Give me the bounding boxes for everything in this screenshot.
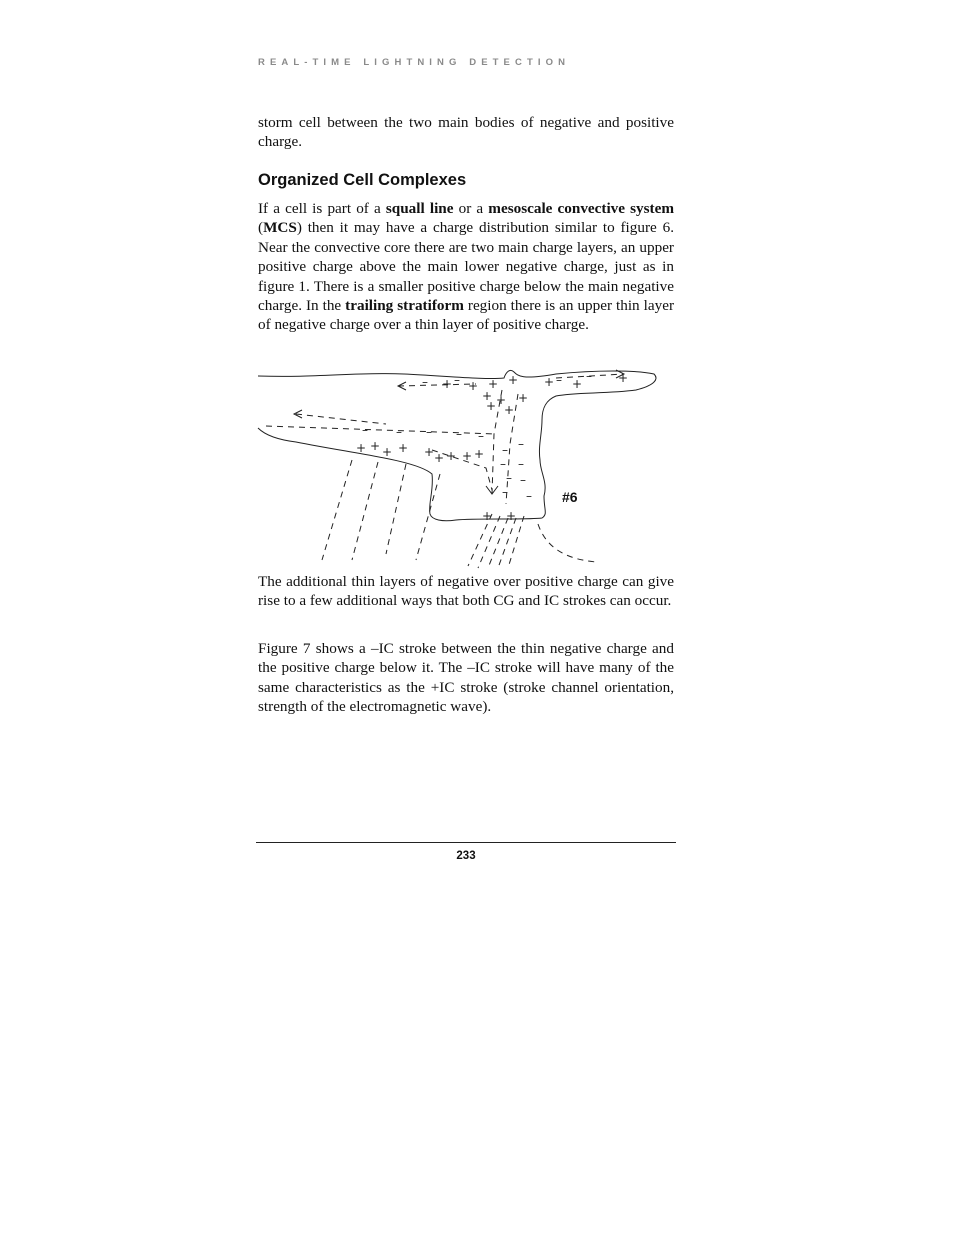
negative-charge: –	[456, 427, 462, 441]
flow-line	[296, 414, 386, 424]
term-mesoscale-convective-system: mesoscale convective system	[488, 200, 675, 217]
term-mcs: MCS	[263, 219, 297, 237]
negative-charge: –	[506, 471, 512, 485]
figure-label: #6	[562, 489, 578, 505]
negative-charge: –	[518, 437, 524, 451]
negative-charge: –	[502, 485, 508, 499]
positive-charge: +	[356, 441, 367, 455]
paragraph-organized-cells	[258, 199, 674, 335]
positive-charge: +	[468, 379, 479, 393]
paragraph-figure-7: Figure 7 shows a –IC stroke between the thin negative charge and the positive charge below it. The –IC stroke will have many of the same characteristics as the +IC stroke (stroke channel orientation, strength of the electromagnetic wave).	[258, 640, 674, 716]
positive-charge: +	[424, 445, 435, 459]
positive-charge: +	[618, 371, 629, 385]
anvil-outline	[258, 370, 656, 520]
rain-streak	[508, 516, 524, 568]
footer-rule	[256, 842, 676, 843]
section-heading: Organized Cell Complexes	[258, 171, 467, 189]
rain-streak	[386, 464, 406, 554]
text-run: or a	[453, 200, 489, 217]
negative-charge: –	[454, 373, 460, 387]
positive-charge: +	[462, 449, 473, 463]
text-run: ) then it may have a charge distribution similar to figure 6. Near the convective core there are two main charge layers, an upper positive charge above the main lower negative charge, just as in figure 1. There is a smaller positive charge below the main negative charge. In the	[258, 219, 674, 315]
positive-charge: +	[446, 449, 457, 463]
figure-charge-distribution	[256, 364, 662, 572]
positive-charge: +	[572, 377, 583, 391]
negative-charge: –	[422, 375, 428, 389]
negative-charge: –	[526, 489, 532, 503]
running-header: REAL-TIME LIGHTNING DETECTION	[258, 57, 571, 68]
positive-charge: +	[496, 393, 507, 407]
negative-charge: –	[502, 443, 508, 457]
positive-charge: +	[442, 377, 453, 391]
rain-streak	[416, 474, 440, 560]
rain-streak	[322, 460, 352, 560]
positive-charge: +	[504, 403, 515, 417]
positive-charge: +	[382, 445, 393, 459]
negative-charge: –	[478, 429, 484, 443]
negative-charge: –	[500, 457, 506, 471]
negative-charge: –	[518, 457, 524, 471]
outflow-curve	[538, 524, 596, 562]
rain-streak	[352, 462, 378, 560]
positive-charge: +	[434, 451, 445, 465]
positive-charge: +	[488, 377, 499, 391]
negative-charge: –	[520, 473, 526, 487]
rain-streak	[498, 518, 516, 568]
positive-charge: +	[486, 399, 497, 413]
charge-diagram	[256, 364, 662, 572]
positive-charge: +	[518, 391, 529, 405]
positive-charge: +	[398, 441, 409, 455]
positive-charge: +	[544, 375, 555, 389]
positive-charge: +	[482, 389, 493, 403]
negative-charge: –	[362, 423, 368, 437]
term-trailing-stratiform: trailing stratiform	[345, 297, 464, 315]
negative-charge: –	[396, 425, 402, 439]
positive-charge: +	[370, 439, 381, 453]
rain-streak	[478, 516, 500, 568]
page-number: 233	[456, 850, 476, 862]
positive-charge: +	[508, 373, 519, 387]
text-run: (	[258, 219, 264, 237]
paragraph-thin-layers: The additional thin layers of negative over positive charge can give rise to a few additional ways that both CG and IC strokes can occur.	[258, 573, 674, 610]
positive-charge: +	[474, 447, 485, 461]
paragraph-storm-cell: storm cell between the two main bodies of negative and positive charge.	[258, 114, 674, 151]
term-squall-line: squall line	[385, 200, 454, 217]
positive-charge: +	[482, 509, 493, 523]
negative-charge: –	[586, 369, 592, 383]
rain-streak	[488, 518, 508, 568]
flow-line	[398, 384, 476, 386]
negative-charge: –	[426, 425, 432, 439]
positive-charge: +	[506, 509, 517, 523]
text-run: region there is an upper thin layer of negative charge over a thin layer of positive charge.	[258, 297, 674, 334]
negative-charge: –	[556, 373, 562, 387]
text-run: If a cell is part of a	[258, 200, 386, 217]
